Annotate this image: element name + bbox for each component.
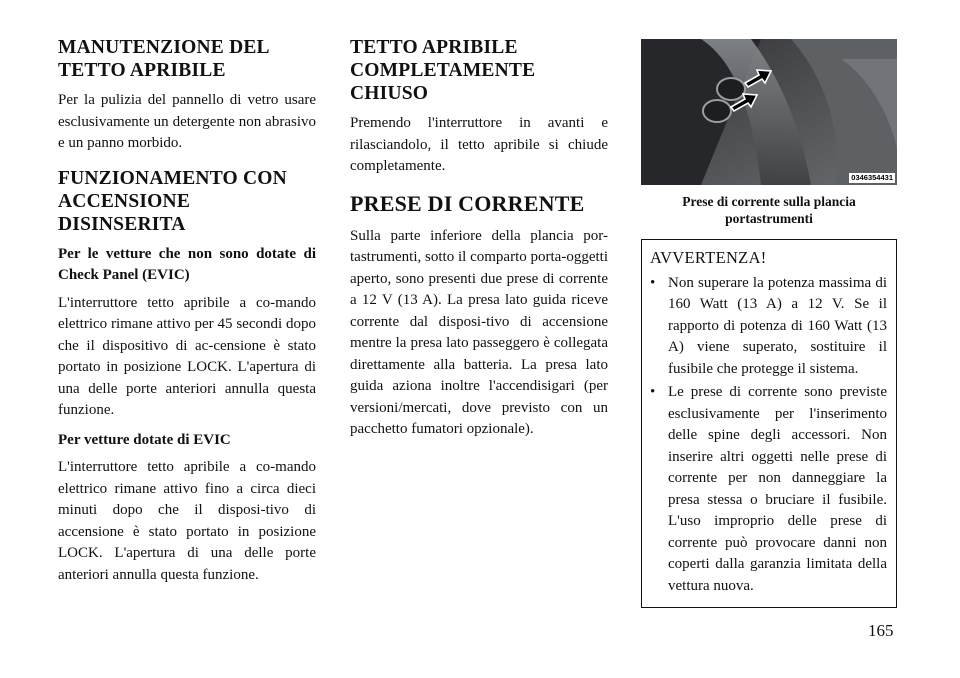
paragraph-prese-corrente: Sulla parte inferiore della plancia por-tastrumenti, sotto il comparto porta-oggetti aperto, sono presenti due prese di corrente a 12 V (13 A). La presa lato guida riceve corrente dal disposi-tivo di accensione mentre la presa lato passeggero è collegata direttamente alla batteria. La presa lato guida aziona inoltre l'accendisigari (per versioni/mercati, dove previsto con un pacchetto fumatori opzionale). — [350, 227, 608, 437]
warning-item-text: Le prese di corrente sono previste esclusivamente per l'inserimento delle spine degli accessori. Non inserire altri oggetti nelle prese di corrente per non danneggiare la presa stessa o bruciare il fusibile. L'uso improprio delle prese di corrente può provocare danni non coperti dalla garanzia limitata della vettura nuova. — [668, 384, 887, 594]
subheading-con-evic: Per vetture dotate di EVIC — [58, 431, 231, 448]
bullet-icon: • — [650, 274, 656, 291]
dashboard-illustration — [641, 39, 897, 185]
paragraph-tetto-chiuso: Premendo l'interruttore in avanti e rilasciandolo, il tetto apribile si chiude completamente. — [350, 115, 608, 174]
warning-item — [650, 382, 887, 597]
warning-item-text: Non superare la potenza massima di 160 Watt (13 A) a 12 V. Se il rapporto di potenza di 160 Watt (13 A) viene superato, sostituire il fusibile che protegge il sistema. — [668, 274, 887, 377]
warning-list — [650, 273, 887, 598]
warning-item — [650, 273, 887, 381]
photo-reference-code: 0346354431 — [851, 173, 893, 182]
paragraph-pulizia: Per la pulizia del pannello di vetro usare esclusivamente un detergente non abrasivo e un panno morbido. — [58, 92, 316, 151]
photo-caption: Prese di corrente sulla plancia portastrumenti — [682, 194, 856, 226]
paragraph-con-evic: L'interruttore tetto apribile a co-mando elettrico rimane attivo fino a circa dieci minuti dopo che il disposi-tivo di accensione è stato portato in posizione LOCK. L'apertura di una delle porte anteriori annulla questa funzione. — [58, 459, 316, 583]
page-number: 165 — [868, 621, 894, 640]
paragraph-senza-evic: L'interruttore tetto apribile a co-mando elettrico rimane attivo per 45 secondi dopo che il dispositivo di ac-censione è stato portato in posizione LOCK. L'apertura di una delle porte anteriori annulla questa funzione. — [58, 294, 316, 418]
heading-tetto-chiuso: TETTO APRIBILE COMPLETAMENTE CHIUSO — [350, 37, 536, 104]
column-middle — [350, 36, 608, 449]
power-outlet-photo — [641, 39, 897, 185]
heading-manutenzione: MANUTENZIONE DEL TETTO APRIBILE — [58, 37, 269, 81]
heading-prese-corrente: PRESE DI CORRENTE — [350, 190, 585, 216]
warning-title: AVVERTENZA! — [650, 248, 767, 267]
bullet-icon: • — [650, 384, 656, 400]
column-right — [641, 36, 897, 608]
warning-box — [641, 239, 897, 608]
subheading-senza-evic: Per le vetture che non sono dotate di Check Panel (EVIC) — [58, 245, 316, 283]
column-left — [58, 36, 316, 594]
heading-funzionamento: FUNZIONAMENTO CON ACCENSIONE DISINSERITA — [58, 167, 287, 235]
